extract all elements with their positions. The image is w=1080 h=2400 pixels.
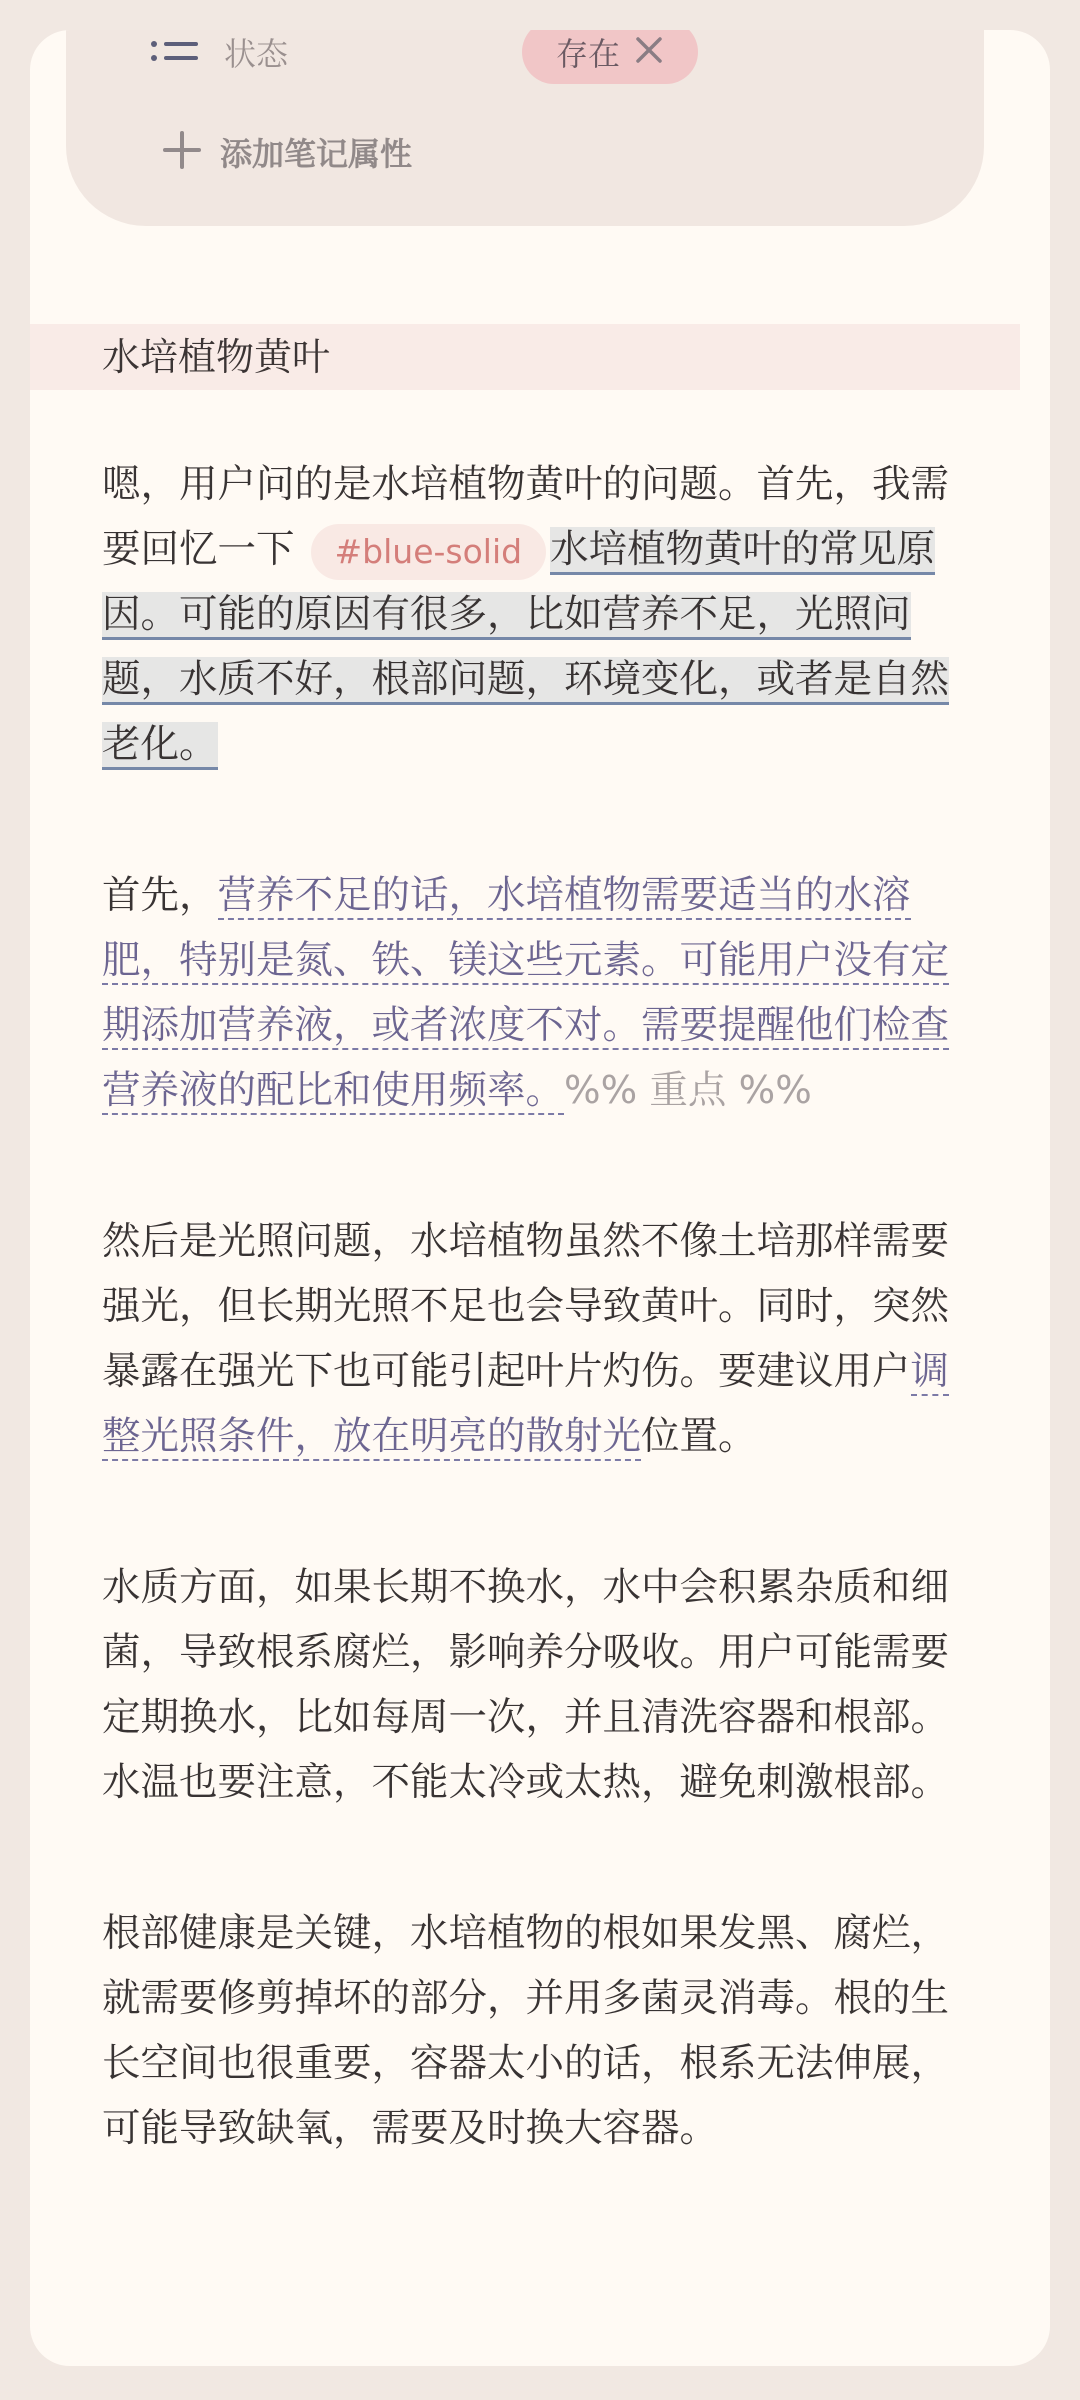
tag-pill[interactable]: #blue-solid [311,524,547,580]
dashed-annotation[interactable]: 营养不足的话，水培植物需要适当的水溶肥，特别是氮、铁、镁这些元素。可能用户没有定期添加营养液，或者浓度不对。需要提醒他们检查营养液的配比和使用频率。 [102,873,950,1113]
comment-marker: %% 重点 %% [564,1068,812,1113]
note-body[interactable] [102,452,952,2247]
dashed-annotation[interactable]: 调整光照条件，放在明亮的散射光 [102,1349,950,1459]
list-icon [148,32,204,72]
note-page [30,30,1050,2366]
close-icon[interactable] [634,35,664,69]
property-label: 状态 [224,35,289,73]
highlighted-text: 水培植物黄叶的常见原因。可能的原因有很多，比如营养不足，光照问题，水质不好，根部问题，环境变化，或者是自然老化。 [102,527,949,770]
status-value-text: 存在 [555,35,620,73]
note-title: 水培植物黄叶 [102,335,331,379]
paragraph-text: 嗯，用户问的是水培植物黄叶的问题。首先，我需要回忆一下 [102,462,950,572]
paragraph-text: 位置。 [641,1414,757,1459]
status-value-chip[interactable] [522,30,698,84]
add-property-label: 添加笔记属性 [220,135,413,173]
paragraph-text: 首先， [102,873,218,918]
add-property-button[interactable] [162,122,412,182]
property-row-status[interactable] [148,30,288,82]
paragraph-3 [102,1209,952,1469]
paragraph-5: 根部健康是关键，水培植物的根如果发黑、腐烂，就需要修剪掉坏的部分，并用多菌灵消毒。根的生长空间也很重要，容器太小的话，根系无法伸展，可能导致缺氧，需要及时换大容器。 [102,1911,950,2151]
paragraph-text: 然后是光照问题，水培植物虽然不像土培那样需要强光，但长期光照不足也会导致黄叶。同时，突然暴露在强光下也可能引起叶片灼伤。要建议用户 [102,1219,950,1394]
paragraph-4: 水质方面，如果长期不换水，水中会积累杂质和细菌，导致根系腐烂，影响养分吸收。用户可能需要定期换水，比如每周一次，并且清洗容器和根部。水温也要注意，不能太冷或太热，避免刺激根部。 [102,1565,950,1805]
paragraph-1 [102,452,952,777]
paragraph-2 [102,863,952,1123]
properties-panel [66,30,984,226]
plus-icon [162,130,202,174]
active-line-heading[interactable] [30,324,1020,390]
